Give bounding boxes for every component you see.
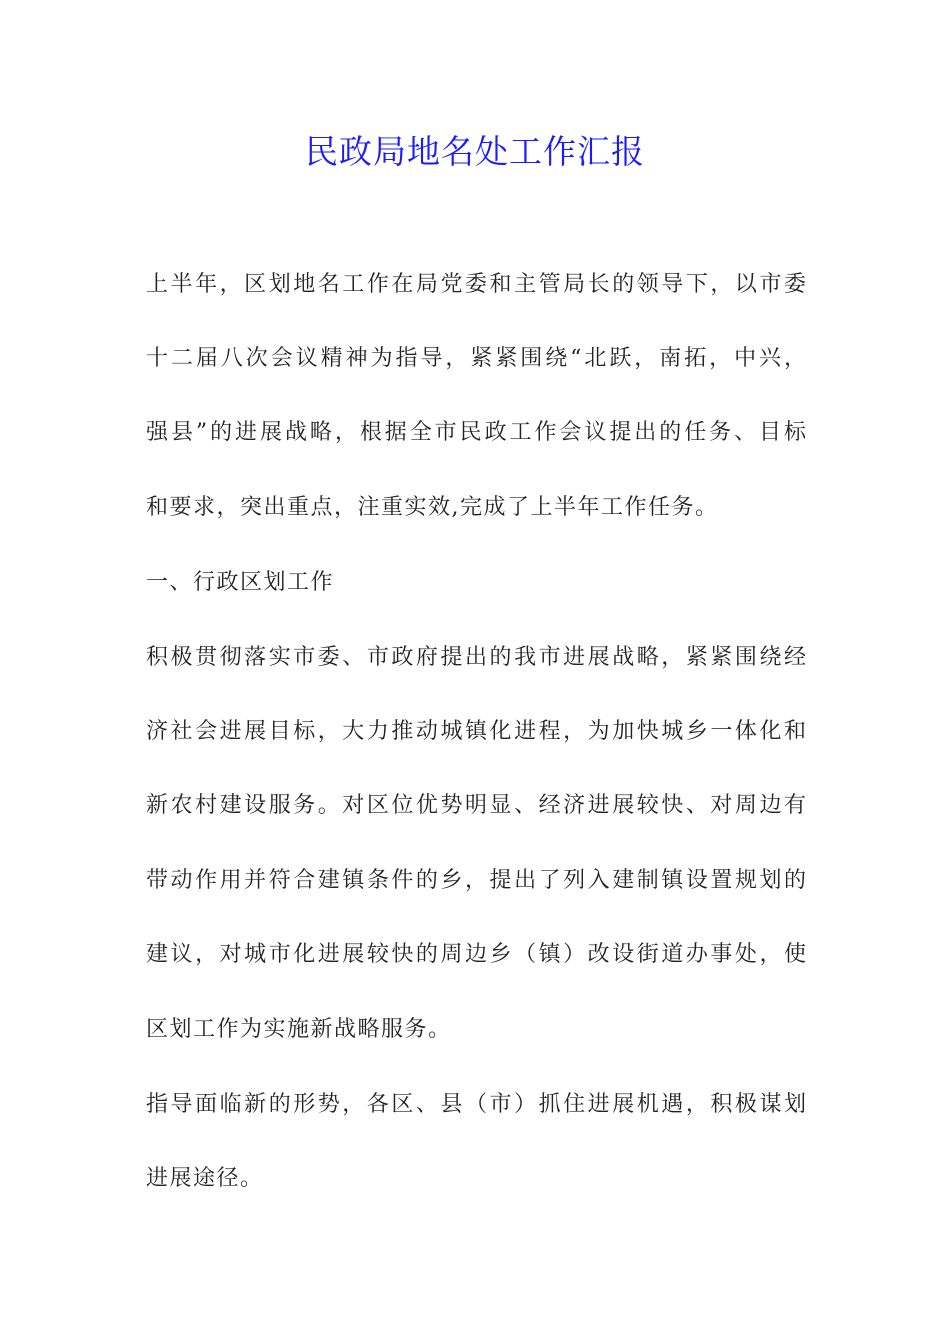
text-line: 十二届八次会议精神为指导，紧紧围绕“北跃，南拓，中兴， bbox=[146, 346, 806, 371]
text-line: 济社会进展目标，大力推动城镇化进程，为加快城乡一体化和 bbox=[146, 719, 806, 744]
text-line: 一、行政区划工作 bbox=[146, 570, 335, 595]
text-line: 积极贯彻落实市委、市政府提出的我市进展战略，紧紧围绕经 bbox=[146, 645, 806, 670]
document-title: 民政局地名处工作汇报 bbox=[305, 132, 645, 171]
text-line: 新农村建设服务。对区位优势明显、经济进展较快、对周边有 bbox=[146, 793, 806, 818]
text-line: 建议，对城市化进展较快的周边乡（镇）改设街道办事处，使 bbox=[146, 942, 806, 967]
text-line: 指导面临新的形势，各区、县（市）抓住进展机遇，积极谋划 bbox=[146, 1092, 806, 1117]
text-line: 带动作用并符合建镇条件的乡，提出了列入建制镇设置规划的 bbox=[146, 868, 806, 893]
text-line: 区划工作为实施新战略服务。 bbox=[146, 1017, 452, 1042]
text-line: 进展途径。 bbox=[146, 1166, 264, 1191]
text-line: 上半年，区划地名工作在局党委和主管局长的领导下，以市委 bbox=[146, 272, 806, 297]
text-line: 强县”的进展战略，根据全市民政工作会议提出的任务、目标 bbox=[146, 420, 806, 445]
text-line: 和要求，突出重点，注重实效,完成了上半年工作任务。 bbox=[146, 495, 719, 520]
